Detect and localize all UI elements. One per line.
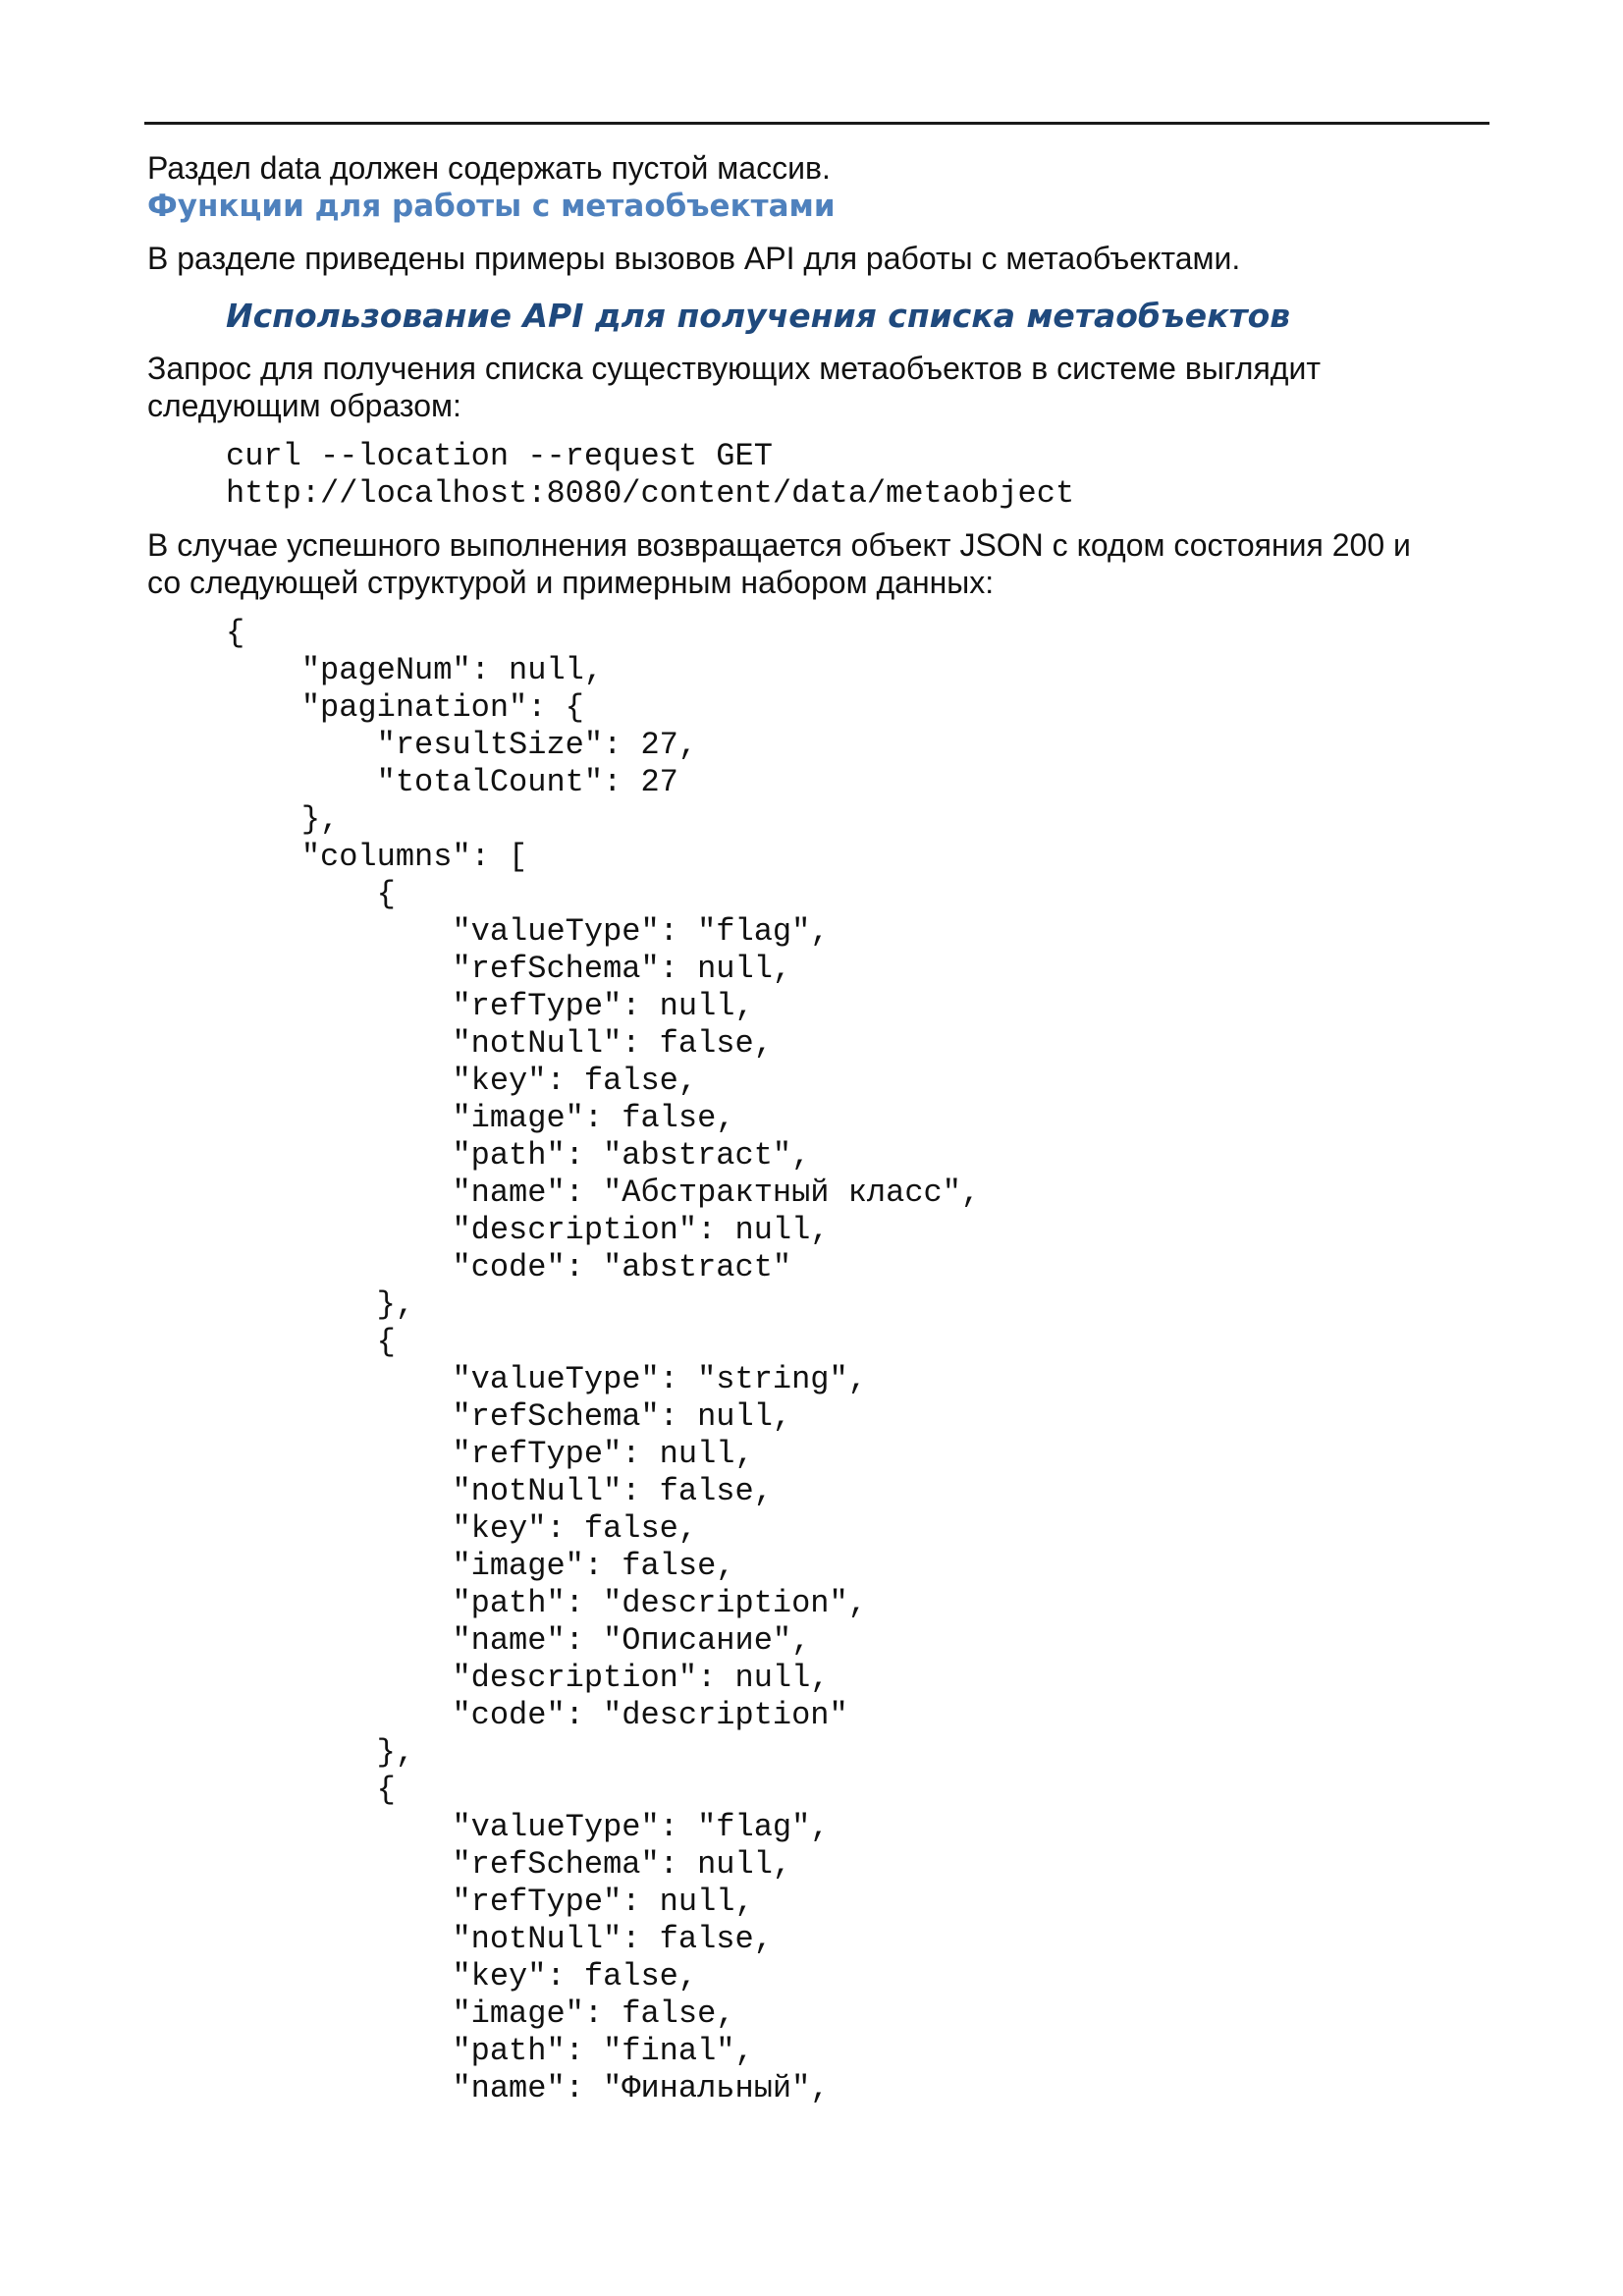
spacer — [147, 513, 1492, 526]
document-body — [147, 149, 1492, 2107]
code-block-json-response: { "pageNum": null, "pagination": { "resultSize": 27, "totalCount": 27 }, "columns": [ { "valueType": "flag", "refSchema": null, "refType": null, "notNull": false, "key": false, "image": false, "path": "abstract", "name": "Абстрактный класс", "description": null, "code": "abstract" }, { "valueType": "string", "refSchema": null, "refType": null, "notNull": false, "key": false, "image": false, "path": "description", "name": "Описание", "description": null, "code": "description" }, { "valueType": "flag", "refSchema": null, "refType": null, "notNull": false, "key": false, "image": false, "path": "final", "name": "Финальный", — [226, 615, 981, 2106]
header-rule — [144, 122, 1489, 125]
spacer — [147, 424, 1492, 438]
spacer — [147, 601, 1492, 615]
section-heading: Функции для работы с метаобъектами — [147, 189, 836, 224]
code-block-curl-request: curl --location --request GET http://localhost:8080/content/data/metaobject — [226, 438, 1075, 512]
paragraph-section-intro: В разделе приведены примеры вызовов API для работы с метаобъектами. — [147, 241, 1241, 276]
subsection-heading: Использование API для получения списка метаобъектов — [226, 297, 1291, 335]
paragraph-data-empty-array: Раздел data должен содержать пустой массив. — [147, 150, 831, 186]
spacer — [147, 277, 1492, 285]
paragraph-request-intro: Запрос для получения списка существующих метаобъектов в системе выглядит следующим образом: — [147, 351, 1321, 423]
paragraph-response-intro: В случае успешного выполнения возвращается объект JSON с кодом состояния 200 и со следующей структурой и примерным набором данных: — [147, 527, 1411, 600]
